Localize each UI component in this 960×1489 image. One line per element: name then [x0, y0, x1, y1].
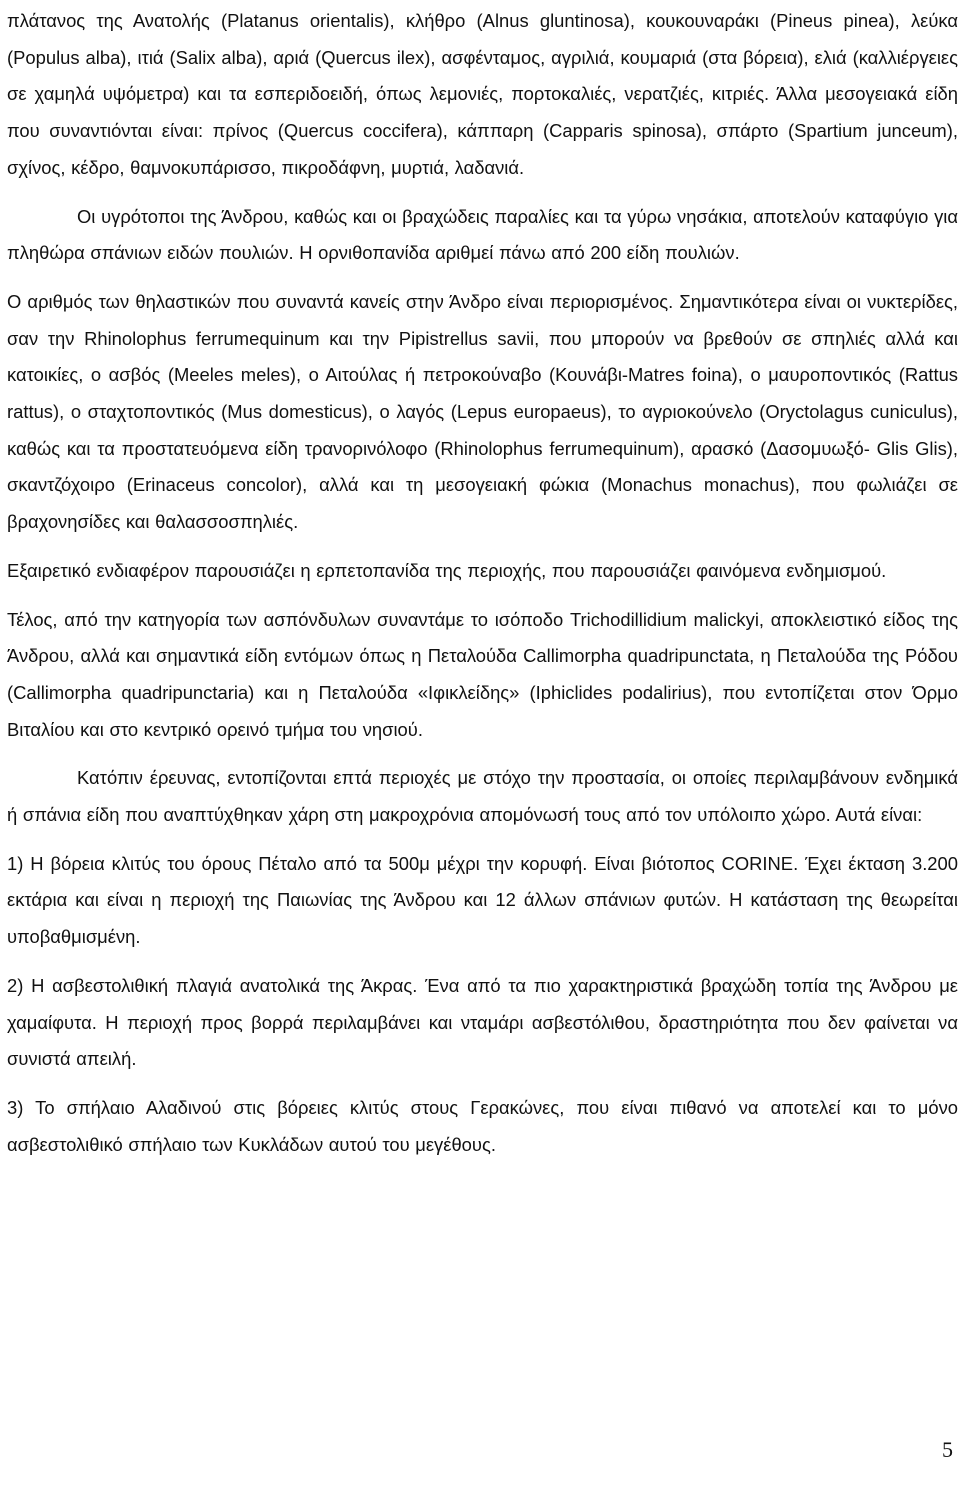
- paragraph-reptiles: Εξαιρετικό ενδιαφέρον παρουσιάζει η ερπετοπανίδα της περιοχής, που παρουσιάζει φαινόμενα ενδημισμού.: [7, 559, 887, 581]
- paragraph-area-3: 3) Το σπήλαιο Αλαδινού στις βόρειες κλιτύς στους Γερακώνες, που είναι πιθανό να αποτελεί και το μόνο ασβεστολιθικό σπήλαιο των Κυκλάδων αυτού του μεγέθους.: [7, 1096, 958, 1155]
- page-number: 5: [942, 1437, 953, 1462]
- paragraph-protected-areas-intro: Κατόπιν έρευνας, εντοπίζονται επτά περιοχές με στόχο την προστασία, οι οποίες περιλαμβάνουν ενδημικά ή σπάνια είδη που αναπτύχθηκαν χάρη στη μακροχρόνια απομόνωσή τους από τον υπόλοιπο χώρο. Αυτά είναι:: [7, 767, 958, 826]
- paragraph-wetlands-birds: Οι υγρότοποι της Άνδρου, καθώς και οι βραχώδεις παραλίες και τα γύρω νησάκια, αποτελούν καταφύγιο για πληθώρα σπάνιων ειδών πουλιών. Η ορνιθοπανίδα αριθμεί πάνω από 200 είδη πουλιών.: [7, 205, 958, 264]
- paragraph-area-2: 2) Η ασβεστολιθική πλαγιά ανατολικά της Άκρας. Ένα από τα πιο χαρακτηριστικά βραχώδη τοπία της Άνδρου με χαμαίφυτα. Η περιοχή προς βορρά περιλαμβάνει και νταμάρι ασβεστόλιθου, δραστηριότητα που δεν φαίνεται να συνιστά απειλή.: [7, 974, 958, 1070]
- paragraph-flora: πλάτανος της Ανατολής (Platanus orientalis), κλήθρο (Alnus gluntinosa), κουκουναράκι (Pineus pinea), λεύκα (Populus alba), ιτιά (Salix alba), αριά (Quercus ilex), ασφένταμος, αγριλιά, κουμαριά (στα βόρεια), ελιά (καλλιέργειες σε χαμηλά υψόμετρα) και τα εσπεριδοειδή, όπως λεμονιές, πορτοκαλιές, νερατζιές, κιτριές. Άλλα μεσογειακά είδη που συναντιόνται είναι: πρίνος (Quercus coccifera), κάππαρη (Capparis spinosa), σπάρτο (Spartium junceum), σχίνος, κέδρο, θαμνοκυπάρισσο, πικροδάφνη, μυρτιά, λαδανιά.: [7, 10, 958, 178]
- document-page: [7, 3, 958, 1163]
- paragraph-invertebrates: Τέλος, από την κατηγορία των ασπόνδυλων συναντάμε το ισόποδο Trichodillidium malickyi, αποκλειστικό είδος της Άνδρου, αλλά και σημαντικά είδη εντόμων όπως η Πεταλούδα Callimorpha quadripunctata, η Πεταλούδα της Ρόδου (Callimorpha quadripunctaria) και η Πεταλούδα «Ιφικλείδης» (Iphiclides podalirius), που εντοπίζεται στον Όρμο Βιταλίου και στο κεντρικό ορεινό τμήμα του νησιού.: [7, 608, 958, 740]
- paragraph-area-1: 1) Η βόρεια κλιτύς του όρους Πέταλο από τα 500μ μέχρι την κορυφή. Είναι βιότοπος CORINE. Έχει έκταση 3.200 εκτάρια και είναι η περιοχή της Παιωνίας της Άνδρου και 12 άλλων σπάνιων φυτών. Η κατάσταση της θεωρείται υποβαθμισμένη.: [7, 852, 958, 948]
- paragraph-mammals: Ο αριθμός των θηλαστικών που συναντά κανείς στην Άνδρο είναι περιορισμένος. Σημαντικότερα είναι οι νυκτερίδες, σαν την Rhinolophus ferrumequinum και την Pipistrellus savii, που μπορούν να βρεθούν σε σπηλιές αλλά και κατοικίες, ο ασβός (Meeles meles), ο Αιτούλας ή πετροκούναβο (Κουνάβι-Matres foina), ο μαυροποντικός (Rattus rattus), ο σταχτοποντικός (Mus domesticus), ο λαγός (Lepus europaeus), το αγριοκούνελο (Oryctolagus cuniculus), καθώς και τα προστατευόμενα είδη τρανορινόλοφο (Rhinolophus ferrumequinum), αρασκό (Δασομυωξό- Glis Glis), σκαντζόχοιρο (Erinaceus concolor), αλλά και τη μεσογειακή φώκια (Monachus monachus), που φωλιάζει σε βραχονησίδες και θαλασσοσπηλιές.: [7, 290, 958, 533]
